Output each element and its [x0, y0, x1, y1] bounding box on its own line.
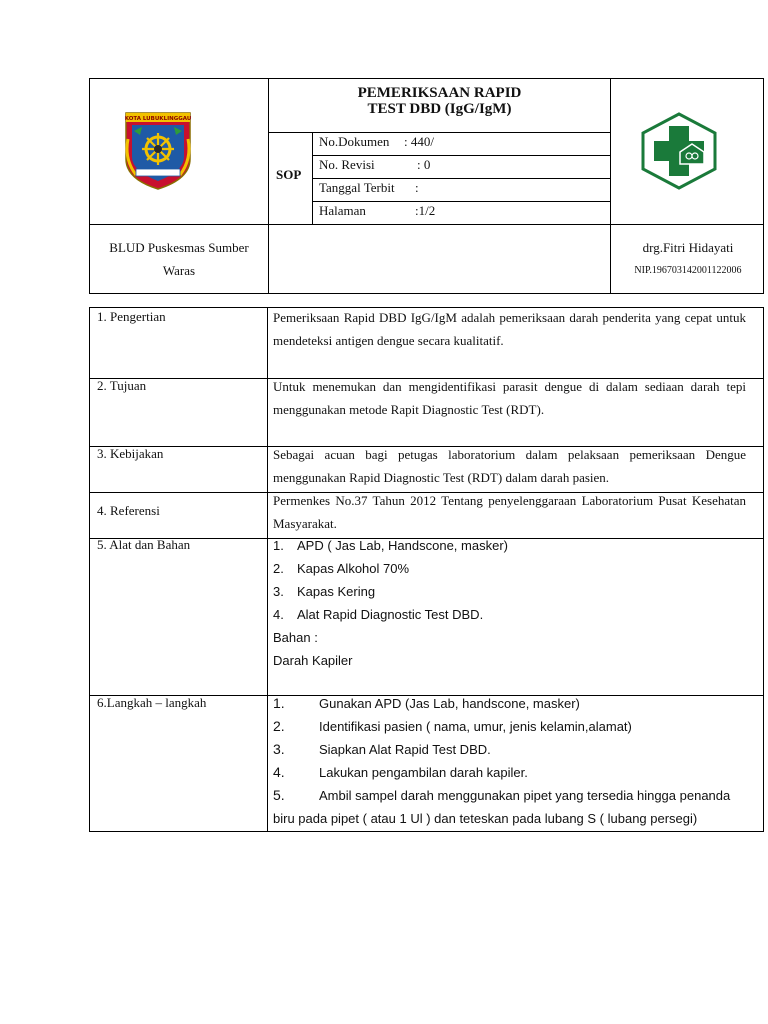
- meta-value: : 440/: [404, 134, 434, 149]
- row-label-langkah: 6.Langkah – langkah: [97, 695, 207, 710]
- step-text: Gunakan APD (Jas Lab, handscone, masker): [319, 696, 580, 711]
- bahan-text: Darah Kapiler: [273, 653, 353, 668]
- row-label-pengertian: 1. Pengertian: [97, 309, 166, 324]
- step-item: [273, 738, 746, 761]
- sop-content-table: [89, 307, 764, 832]
- puskesmas-logo: [640, 112, 718, 190]
- row-text-pengertian: Pemeriksaan Rapid DBD IgG/IgM adalah pemeriksaan darah penderita yang cepat untuk mendeteksi antigen dengue secara kualitatif.: [273, 310, 746, 348]
- list-item: [273, 580, 746, 603]
- divider: [312, 201, 610, 202]
- divider: [312, 155, 610, 156]
- step-item: [273, 715, 746, 738]
- list-number: 3.: [273, 584, 284, 599]
- list-item: [273, 603, 746, 626]
- meta-value: :: [415, 180, 419, 195]
- signer-name: drg.Fitri Hidayati: [642, 240, 734, 255]
- row-label-referensi: 4. Referensi: [97, 503, 160, 518]
- row-text-tujuan: Untuk menemukan dan mengidentifikasi parasit dengue di dalam sediaan darah tepi menggunakan metode Rapit Diagnostic Test (RDT).: [273, 379, 746, 417]
- list-text: Kapas Kering: [297, 584, 376, 599]
- row-text-referensi: Permenkes No.37 Tahun 2012 Tentang penyelenggaraan Laboratorium Pusat Kesehatan Masyarakat.: [273, 493, 746, 531]
- organization-name: [90, 236, 268, 282]
- meta-tanggal-terbit: [319, 180, 419, 196]
- row-label-tujuan: 2. Tujuan: [97, 378, 147, 393]
- step-number: 4.: [273, 764, 285, 780]
- row-label-alat-bahan: 5. Alat dan Bahan: [97, 537, 191, 552]
- meta-no-dokumen: [319, 134, 434, 150]
- meta-no-revisi: [319, 157, 430, 173]
- row-list-alat-bahan: [273, 534, 746, 672]
- step-number: 3.: [273, 741, 285, 757]
- step-number: 2.: [273, 718, 285, 734]
- row-text-kebijakan: Sebagai acuan bagi petugas laboratorium dalam pelaksaan pemeriksaan Dengue menggunakan Rapid Diagnostic Test (RDT) dalam darah pasien.: [273, 447, 746, 485]
- organization-line-2: Waras: [162, 263, 196, 278]
- meta-label: Halaman: [319, 203, 366, 218]
- title-line-2: TEST DBD (IgG/IgM): [367, 101, 512, 117]
- step-item: [273, 761, 746, 784]
- signer-nip: NIP.196703142001122006: [634, 265, 742, 276]
- meta-label: No. Revisi: [319, 157, 375, 172]
- meta-value: : 0: [417, 157, 431, 172]
- meta-label: No.Dokumen: [319, 134, 390, 149]
- step-continuation: biru pada pipet ( atau 1 Ul ) dan teteskan pada lubang S ( lubang persegi): [273, 811, 698, 826]
- divider: [90, 224, 763, 225]
- city-emblem-logo: [122, 109, 194, 191]
- step-item: [273, 692, 746, 715]
- step-text: Siapkan Alat Rapid Test DBD.: [319, 742, 491, 757]
- meta-label: Tanggal Terbit: [319, 180, 395, 195]
- step-text: Lakukan pengambilan darah kapiler.: [319, 765, 528, 780]
- list-text: Kapas Alkohol 70%: [297, 561, 410, 576]
- row-label-kebijakan: 3. Kebijakan: [97, 446, 164, 461]
- list-text: APD ( Jas Lab, Handscone, masker): [297, 538, 508, 553]
- document-title: [269, 85, 610, 117]
- emblem-text: KOTA LUBUKLINGGAU: [124, 116, 192, 122]
- step-number: 1.: [273, 695, 285, 711]
- step-text: Identifikasi pasien ( nama, umur, jenis kelamin,alamat): [319, 719, 632, 734]
- list-number: 2.: [273, 561, 284, 576]
- organization-line-1: BLUD Puskesmas Sumber: [109, 240, 249, 255]
- title-line-1: PEMERIKSAAN RAPID: [357, 85, 522, 101]
- divider: [267, 308, 268, 831]
- step-number: 5.: [273, 787, 285, 803]
- meta-halaman: [319, 203, 435, 219]
- list-number: 1.: [273, 538, 284, 553]
- meta-value: :1/2: [415, 203, 436, 218]
- bahan-label: Bahan :: [273, 630, 318, 645]
- divider: [610, 79, 611, 293]
- row-list-langkah: [273, 692, 746, 830]
- signer-block: [612, 236, 764, 282]
- list-item: [273, 557, 746, 580]
- step-text: Ambil sampel darah menggunakan pipet yang tersedia hingga penanda: [319, 788, 731, 803]
- list-text: Alat Rapid Diagnostic Test DBD.: [297, 607, 484, 622]
- divider: [268, 132, 610, 133]
- sop-label: SOP: [276, 167, 302, 182]
- sop-header-table: [89, 78, 764, 294]
- list-number: 4.: [273, 607, 284, 622]
- divider: [312, 178, 610, 179]
- step-item: [273, 784, 746, 807]
- list-item: [273, 534, 746, 557]
